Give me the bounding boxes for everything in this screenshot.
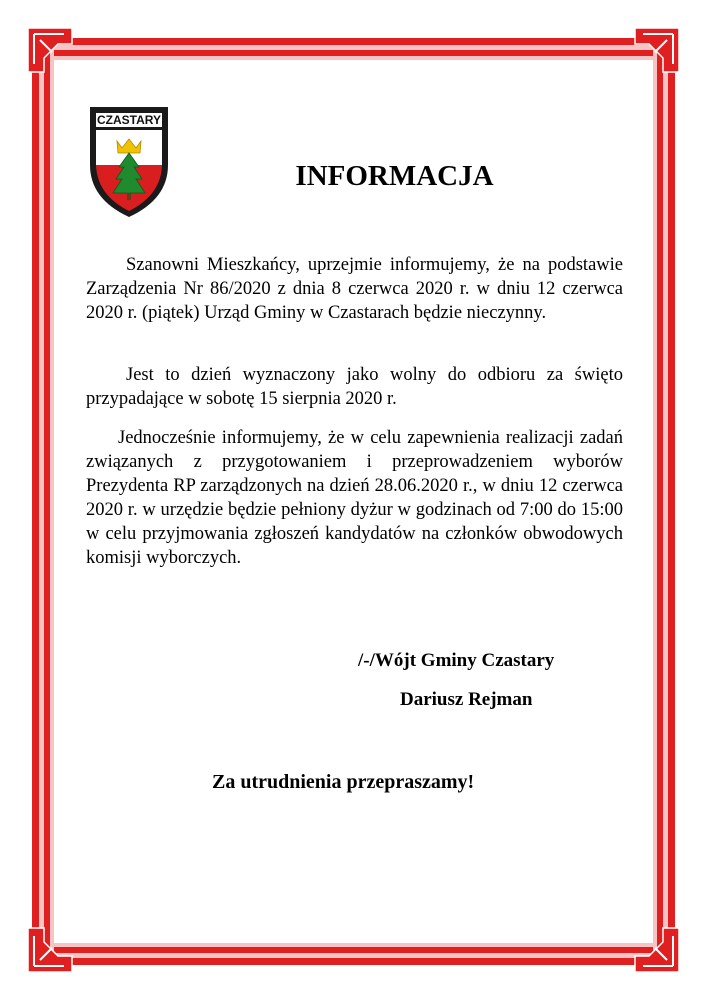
logo-text: CZASTARY	[97, 113, 161, 127]
paragraph-holiday-reason: Jest to dzień wyznaczony jako wolny do odbioru za święto przypadające w sobotę 15 sierpnia 2020 r.	[86, 365, 623, 409]
paragraph-election-duty: Jednocześnie informujemy, że w celu zapewnienia realizacji zadań związanych z przygotowaniem i przeprowadzeniem wyborów Prezydenta RP zarządzonych na dzień 28.06.2020 r., w dniu 12 czerwca 2020 r. w urzędzie będzie pełniony dyżur w godzinach od 7:00 do 15:00 w celu przyjmowania zgłoszeń kandydatów na członków obwodowych komisji wyborczych.	[86, 428, 623, 568]
closing-apology: Za utrudnienia przepraszamy!	[212, 771, 475, 793]
signature-name: Dariusz Rejman	[400, 689, 533, 710]
page-title: INFORMACJA	[295, 160, 494, 192]
paragraph-closure-notice: Szanowni Mieszkańcy, uprzejmie informujemy, że na podstawie Zarządzenia Nr 86/2020 z dnia 8 czerwca 2020 r. w dniu 12 czerwca 2020 r. (piątek) Urząd Gminy w Czastarach będzie nieczynny.	[86, 255, 623, 323]
signature-title: /-/Wójt Gminy Czastary	[358, 650, 555, 671]
